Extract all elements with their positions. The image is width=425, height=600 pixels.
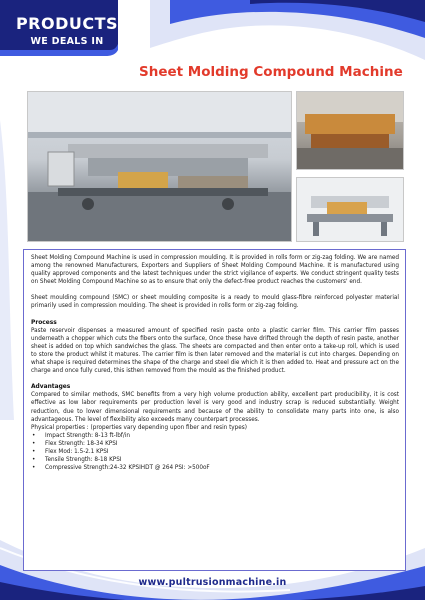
property-item: • Flex Strength: 18-34 KPSI — [45, 440, 399, 448]
intro-paragraph-2: Sheet moulding compound (SMC) or sheet moulding composite is a ready to mould glass-fibre reinforced polyester material primarily used in compression moulding. The sheet is provided in rolls form or zig-zag folding. — [31, 295, 399, 310]
footer-website-link[interactable]: www.pultrusionmachine.in — [138, 577, 287, 588]
side-machine-photo-1 — [296, 91, 404, 170]
property-item: • Compressive Strength:24-32 KPSIHDT @ 264 PSI: >500oF — [45, 464, 399, 472]
header-title: PRODUCTS — [15, 14, 119, 33]
property-item: • Flex Mod: 1.5-2.1 KPSI — [45, 448, 399, 456]
process-paragraph: Paste reservoir dispenses a measured amount of specified resin paste onto a plastic carrier film. This carrier film passes underneath a chopper which cuts the fibers onto the surface, Once these have drifted through the depth of resin paste, another sheet is added on top which sandwiches the glass. The sheets are compacted and then enter onto a take-up roll, which is used to store the product whilst it matures. The carrier film is then later removed and the material is cut into charges. Depending on what shape is required determines the shape of the charge and steel die which it is then added to. Heat and pressure act on the charge and once fully cured, this isthen removed from the mould as the finished product. — [31, 327, 399, 375]
main-machine-photo — [27, 91, 292, 242]
properties-heading: Physical properties : (properties vary depending upon fiber and resin types) — [31, 424, 247, 431]
description-box — [23, 249, 406, 571]
advantages-paragraph: Compared to similar methods, SMC benefits from a very high volume production ability, excellent part producibility, it is cost effective as low labor requirements per production level is very good and industry scrap is reduced substantially. Weight reduction, due to lower dimensional requirements and because of the ability to consolidate many parts into one, is also advantageous. The level of flexibility also exceeds many counterpart processes. — [31, 392, 399, 423]
properties-list — [31, 432, 399, 472]
property-item: • Impact Strength: 8-13 ft-lbf/in — [45, 432, 399, 440]
header-subtitle: WE DEALS IN — [30, 36, 104, 47]
property-item: • Tensile Strength: 8-18 KPSI — [45, 456, 399, 464]
intro-paragraph-1: Sheet Molding Compound Machine is used in compression moulding. It is provided in rolls form or zig-zag folding. We are named among the renowned Manufacturers, Exporters and Suppliers of Sheet Molding Compound Machine. It is manufactured using quality approved components and the latest techniques under the strict vigilance of experts. We conduct stringent quality tests on Sheet Molding Compound Machine so as to ensure that only the defect-free product reaches the customers' end. — [31, 255, 399, 286]
page-title: Sheet Molding Compound Machine — [139, 64, 403, 80]
process-heading: Process — [31, 319, 57, 326]
advantages-heading: Advantages — [31, 384, 71, 391]
side-machine-photo-2 — [296, 177, 404, 242]
